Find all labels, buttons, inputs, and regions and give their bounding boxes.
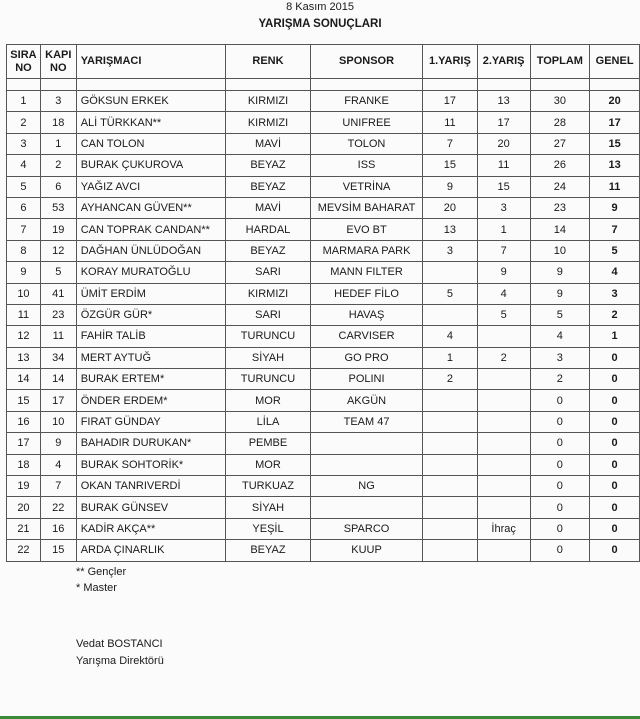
cell-total: 5 [530, 304, 590, 325]
cell-rank: 6 [7, 197, 41, 218]
cell-door: 2 [40, 155, 76, 176]
legend-juniors: ** Gençler [76, 566, 127, 578]
cell-rank: 20 [7, 497, 41, 518]
cell-total: 0 [530, 518, 590, 539]
cell-sponsor [311, 433, 423, 454]
cell-race1 [423, 390, 478, 411]
cell-rank: 10 [7, 283, 41, 304]
cell-total: 28 [530, 112, 590, 133]
cell-race2: 5 [477, 304, 530, 325]
cell-competitor: YAĞIZ AVCI [76, 176, 225, 197]
cell-competitor: ÖZGÜR GÜR* [76, 304, 225, 325]
cell-race2 [477, 411, 530, 432]
cell-competitor: BURAK SOHTORİK* [76, 454, 225, 475]
cell-total: 0 [530, 411, 590, 432]
cell-competitor: BURAK ERTEM* [76, 369, 225, 390]
cell-competitor: CAN TOLON [76, 133, 225, 154]
cell-overall: 13 [590, 155, 640, 176]
cell-rank: 4 [7, 155, 41, 176]
cell-race2 [477, 454, 530, 475]
cell-total: 0 [530, 433, 590, 454]
col-header-race2: 2.YARIŞ [477, 45, 530, 79]
table-row [7, 155, 640, 176]
table-row [7, 390, 640, 411]
cell-race2: 20 [477, 133, 530, 154]
cell-color: BEYAZ [225, 155, 310, 176]
cell-rank: 13 [7, 347, 41, 368]
cell-color: TURUNCU [225, 369, 310, 390]
cell-overall: 0 [590, 369, 640, 390]
cell-door: 3 [40, 91, 76, 112]
cell-rank: 18 [7, 454, 41, 475]
legend [76, 564, 126, 596]
cell-race2: 2 [477, 347, 530, 368]
cell-competitor: CAN TOPRAK CANDAN** [76, 219, 225, 240]
cell-overall: 0 [590, 411, 640, 432]
cell-sponsor: MEVSİM BAHARAT [311, 197, 423, 218]
cell-sponsor: NG [311, 476, 423, 497]
cell-door: 6 [40, 176, 76, 197]
cell-overall: 0 [590, 476, 640, 497]
cell-sponsor: HAVAŞ [311, 304, 423, 325]
cell-color: KIRMIZI [225, 112, 310, 133]
cell-sponsor: POLINI [311, 369, 423, 390]
cell-race1: 11 [423, 112, 478, 133]
cell-race2: 3 [477, 197, 530, 218]
legend-masters: * Master [76, 582, 117, 594]
cell-race2: 7 [477, 240, 530, 261]
table-header-row [7, 45, 640, 79]
cell-total: 24 [530, 176, 590, 197]
cell-rank: 22 [7, 540, 41, 561]
cell-overall: 0 [590, 454, 640, 475]
cell-rank: 16 [7, 411, 41, 432]
cell-competitor: ALİ TÜRKKAN** [76, 112, 225, 133]
table-row [7, 497, 640, 518]
col-header-total: TOPLAM [530, 45, 590, 79]
cell-door: 34 [40, 347, 76, 368]
cell-door: 23 [40, 304, 76, 325]
cell-rank: 2 [7, 112, 41, 133]
cell-rank: 9 [7, 262, 41, 283]
cell-rank: 7 [7, 219, 41, 240]
cell-race1: 4 [423, 326, 478, 347]
cell-sponsor: CARVISER [311, 326, 423, 347]
cell-rank: 5 [7, 176, 41, 197]
table-row [7, 454, 640, 475]
results-table [6, 44, 640, 562]
cell-race1 [423, 454, 478, 475]
cell-race2: 17 [477, 112, 530, 133]
cell-race2 [477, 326, 530, 347]
cell-total: 4 [530, 326, 590, 347]
signature-block [76, 636, 164, 670]
cell-competitor: DAĞHAN ÜNLÜDOĞAN [76, 240, 225, 261]
cell-door: 14 [40, 369, 76, 390]
cell-sponsor: GO PRO [311, 347, 423, 368]
cell-color: BEYAZ [225, 176, 310, 197]
table-row [7, 433, 640, 454]
table-row [7, 219, 640, 240]
cell-door: 9 [40, 433, 76, 454]
table-row [7, 411, 640, 432]
cell-overall: 15 [590, 133, 640, 154]
cell-door: 4 [40, 454, 76, 475]
cell-race2: 1 [477, 219, 530, 240]
cell-competitor: BURAK ÇUKUROVA [76, 155, 225, 176]
cell-rank: 12 [7, 326, 41, 347]
table-row [7, 133, 640, 154]
cell-door: 18 [40, 112, 76, 133]
cell-total: 27 [530, 133, 590, 154]
cell-race1 [423, 304, 478, 325]
cell-sponsor: AKGÜN [311, 390, 423, 411]
cell-competitor: GÖKSUN ERKEK [76, 91, 225, 112]
cell-color: BEYAZ [225, 240, 310, 261]
cell-overall: 5 [590, 240, 640, 261]
cell-competitor: FAHİR TALİB [76, 326, 225, 347]
cell-door: 41 [40, 283, 76, 304]
cell-race1: 20 [423, 197, 478, 218]
cell-race1 [423, 262, 478, 283]
page-title: YARIŞMA SONUÇLARI [258, 18, 382, 30]
table-row [7, 518, 640, 539]
cell-total: 10 [530, 240, 590, 261]
director-name: Vedat BOSTANCI [76, 638, 163, 650]
cell-overall: 0 [590, 347, 640, 368]
cell-sponsor: KUUP [311, 540, 423, 561]
cell-competitor: FIRAT GÜNDAY [76, 411, 225, 432]
cell-race1: 7 [423, 133, 478, 154]
cell-door: 53 [40, 197, 76, 218]
director-role: Yarışma Direktörü [76, 655, 164, 667]
cell-race2: 11 [477, 155, 530, 176]
cell-color: SİYAH [225, 497, 310, 518]
cell-race1: 15 [423, 155, 478, 176]
cell-color: MAVİ [225, 197, 310, 218]
cell-race2 [477, 390, 530, 411]
cell-sponsor: TOLON [311, 133, 423, 154]
cell-race2: İhraç [477, 518, 530, 539]
cell-race2: 13 [477, 91, 530, 112]
cell-color: MAVİ [225, 133, 310, 154]
cell-race1: 3 [423, 240, 478, 261]
table-row [7, 540, 640, 561]
event-date: 8 Kasım 2015 [286, 1, 354, 13]
cell-competitor: BAHADIR DURUKAN* [76, 433, 225, 454]
cell-sponsor: SPARCO [311, 518, 423, 539]
cell-race2: 4 [477, 283, 530, 304]
cell-competitor: KADİR AKÇA** [76, 518, 225, 539]
cell-color: MOR [225, 390, 310, 411]
cell-overall: 9 [590, 197, 640, 218]
cell-sponsor: TEAM 47 [311, 411, 423, 432]
table-row [7, 176, 640, 197]
cell-rank: 11 [7, 304, 41, 325]
cell-color: SARI [225, 262, 310, 283]
cell-color: TURUNCU [225, 326, 310, 347]
table-row [7, 197, 640, 218]
cell-overall: 20 [590, 91, 640, 112]
cell-race2: 15 [477, 176, 530, 197]
table-row [7, 304, 640, 325]
table-row [7, 476, 640, 497]
cell-competitor: MERT AYTUĞ [76, 347, 225, 368]
cell-rank: 14 [7, 369, 41, 390]
cell-color: KIRMIZI [225, 283, 310, 304]
cell-overall: 0 [590, 390, 640, 411]
table-row [7, 240, 640, 261]
cell-sponsor [311, 454, 423, 475]
cell-competitor: KORAY MURATOĞLU [76, 262, 225, 283]
table-row [7, 262, 640, 283]
col-header-race1: 1.YARIŞ [423, 45, 478, 79]
col-header-color: RENK [225, 45, 310, 79]
cell-door: 7 [40, 476, 76, 497]
cell-door: 22 [40, 497, 76, 518]
cell-overall: 17 [590, 112, 640, 133]
cell-race1 [423, 433, 478, 454]
table-row [7, 112, 640, 133]
cell-door: 11 [40, 326, 76, 347]
cell-overall: 1 [590, 326, 640, 347]
cell-total: 26 [530, 155, 590, 176]
cell-door: 5 [40, 262, 76, 283]
cell-total: 0 [530, 540, 590, 561]
table-row [7, 91, 640, 112]
cell-total: 0 [530, 476, 590, 497]
cell-sponsor: MARMARA PARK [311, 240, 423, 261]
cell-rank: 8 [7, 240, 41, 261]
cell-color: BEYAZ [225, 540, 310, 561]
cell-race1 [423, 411, 478, 432]
cell-color: TURKUAZ [225, 476, 310, 497]
cell-race2 [477, 476, 530, 497]
cell-sponsor: MANN FILTER [311, 262, 423, 283]
cell-race1: 17 [423, 91, 478, 112]
cell-race1: 13 [423, 219, 478, 240]
cell-race2 [477, 433, 530, 454]
cell-total: 2 [530, 369, 590, 390]
cell-race1: 5 [423, 283, 478, 304]
cell-total: 14 [530, 219, 590, 240]
cell-rank: 19 [7, 476, 41, 497]
cell-sponsor: EVO BT [311, 219, 423, 240]
cell-overall: 0 [590, 540, 640, 561]
cell-color: SİYAH [225, 347, 310, 368]
cell-rank: 21 [7, 518, 41, 539]
cell-door: 15 [40, 540, 76, 561]
cell-overall: 0 [590, 518, 640, 539]
cell-competitor: BURAK GÜNSEV [76, 497, 225, 518]
cell-race1: 1 [423, 347, 478, 368]
cell-total: 9 [530, 262, 590, 283]
cell-sponsor: VETRİNA [311, 176, 423, 197]
cell-color: LİLA [225, 411, 310, 432]
cell-competitor: ÜMİT ERDİM [76, 283, 225, 304]
cell-rank: 3 [7, 133, 41, 154]
cell-color: KIRMIZI [225, 91, 310, 112]
cell-total: 23 [530, 197, 590, 218]
cell-race1: 2 [423, 369, 478, 390]
cell-competitor: ÖNDER ERDEM* [76, 390, 225, 411]
cell-overall: 7 [590, 219, 640, 240]
table-row [7, 347, 640, 368]
col-header-overall: GENEL [590, 45, 640, 79]
cell-color: SARI [225, 304, 310, 325]
cell-race1 [423, 518, 478, 539]
cell-rank: 1 [7, 91, 41, 112]
cell-overall: 3 [590, 283, 640, 304]
table-row [7, 326, 640, 347]
header-spacer [7, 79, 640, 91]
cell-total: 30 [530, 91, 590, 112]
cell-race2 [477, 497, 530, 518]
cell-overall: 0 [590, 497, 640, 518]
cell-door: 17 [40, 390, 76, 411]
cell-race1 [423, 540, 478, 561]
cell-overall: 4 [590, 262, 640, 283]
cell-door: 10 [40, 411, 76, 432]
cell-sponsor: HEDEF FİLO [311, 283, 423, 304]
cell-competitor: AYHANCAN GÜVEN** [76, 197, 225, 218]
cell-race2 [477, 369, 530, 390]
cell-competitor: OKAN TANRIVERDİ [76, 476, 225, 497]
cell-overall: 0 [590, 433, 640, 454]
col-header-rank: SIRA NO [7, 45, 41, 79]
col-header-competitor: YARIŞMACI [76, 45, 225, 79]
cell-total: 3 [530, 347, 590, 368]
cell-rank: 17 [7, 433, 41, 454]
table-row [7, 283, 640, 304]
cell-overall: 2 [590, 304, 640, 325]
table-row [7, 369, 640, 390]
cell-race2 [477, 540, 530, 561]
cell-total: 0 [530, 497, 590, 518]
cell-total: 0 [530, 454, 590, 475]
cell-competitor: ARDA ÇINARLIK [76, 540, 225, 561]
cell-door: 1 [40, 133, 76, 154]
cell-door: 16 [40, 518, 76, 539]
cell-rank: 15 [7, 390, 41, 411]
cell-color: HARDAL [225, 219, 310, 240]
cell-total: 0 [530, 390, 590, 411]
cell-sponsor [311, 497, 423, 518]
col-header-door: KAPI NO [40, 45, 76, 79]
cell-race2: 9 [477, 262, 530, 283]
cell-race1 [423, 497, 478, 518]
cell-color: MOR [225, 454, 310, 475]
cell-race1 [423, 476, 478, 497]
cell-color: YEŞİL [225, 518, 310, 539]
cell-race1: 9 [423, 176, 478, 197]
cell-sponsor: ISS [311, 155, 423, 176]
cell-color: PEMBE [225, 433, 310, 454]
cell-door: 12 [40, 240, 76, 261]
cell-sponsor: UNIFREE [311, 112, 423, 133]
cell-overall: 11 [590, 176, 640, 197]
col-header-sponsor: SPONSOR [311, 45, 423, 79]
cell-total: 9 [530, 283, 590, 304]
cell-sponsor: FRANKE [311, 91, 423, 112]
cell-door: 19 [40, 219, 76, 240]
